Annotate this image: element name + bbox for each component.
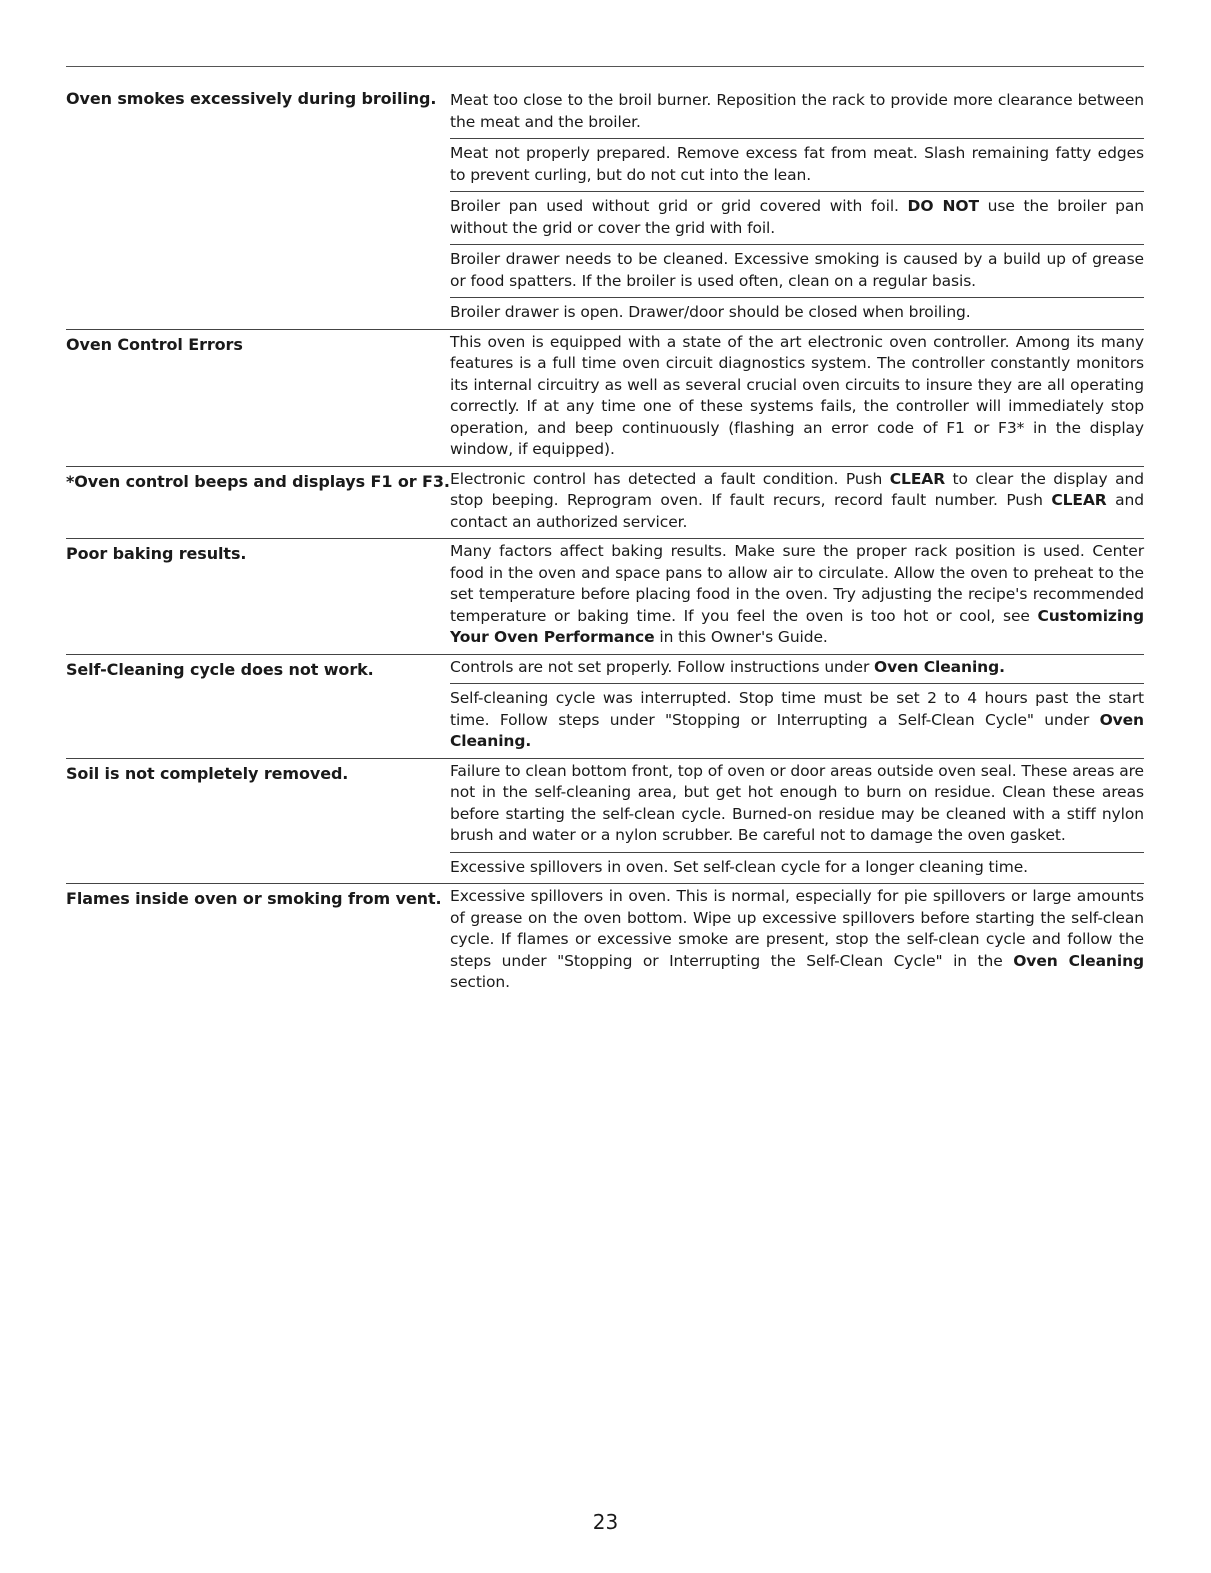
solution-text [450,683,1144,758]
text-segment: This oven is equipped with a state of the art electronic oven controller. Among its many features is a full time oven circuit diagnostics system. The controller constantly monitors its internal circuitry as well as several crucial oven circuits to insure they are all operating correctly. If at any time one of these systems fails, the controller will immediately stop operation, and beep continuously (flashing an error code of F1 or F3* in the display window, if equipped). [450,332,1144,458]
solution-text [450,539,1144,654]
problem-label: Oven smokes excessively during broiling. [66,89,437,108]
solution-list [450,759,1144,884]
text-segment: Excessive spillovers in oven. This is normal, especially for pie spillovers or large amounts of grease on the oven bottom. Wipe up excessive spillovers before starting the self-clean cycle. If flames or excessive smoke are present, stop the self-clean cycle and follow the steps under "Stopping or Interrupting the Self-Clean Cycle" in the [450,887,1144,970]
text-segment: Controls are not set properly. Follow instructions under [450,657,875,676]
solution-list [450,330,1144,466]
bold-term: Oven Cleaning. [450,710,1144,750]
problem-label: Flames inside oven or smoking from vent. [66,889,442,908]
solution-text [450,655,1144,684]
table-row [66,88,1144,329]
problem-label: Oven Control Errors [66,334,243,354]
text-segment: Broiler drawer is open. Drawer/door should be closed when broiling. [450,303,971,321]
table-row [66,883,1144,999]
problem-label: Poor baking results. [66,544,247,563]
text-segment: Meat too close to the broil burner. Reposition the rack to provide more clearance between the meat and the broiler. [450,91,1144,131]
text-segment: Many factors affect baking results. Make sure the proper rack position is used. Center food in the oven and space pans to allow air to circulate. Allow the oven to preheat to the set temperature before placing food in the oven. Try adjusting the recipe's recommended temperature or baking time. If you feel the oven is too hot or cool, see [450,542,1144,625]
solution-text [450,244,1144,297]
bold-term: Oven Cleaning [1013,951,1145,970]
text-segment: Electronic control has detected a fault condition. Push [450,469,890,488]
problem-label: Self-Cleaning cycle does not work. [66,659,374,679]
text-segment: Broiler pan used without grid or grid covered with foil. [450,197,908,215]
bold-term: Oven Cleaning. [874,657,1005,676]
table-row [66,466,1144,539]
table-row [66,538,1144,654]
text-segment: Broiler drawer needs to be cleaned. Excessive smoking is caused by a build up of grease or food spatters. If the broiler is used often, clean on a regular basis. [450,250,1144,290]
text-segment: Self-cleaning cycle was interrupted. Stop time must be set 2 to 4 hours past the start time. Follow steps under "Stopping or Interrupting a Self-Clean Cycle" under [450,689,1144,729]
text-segment: and contact an authorized servicer. [450,491,1144,531]
text-segment: section. [450,973,510,991]
table-row [66,654,1144,758]
text-segment: in this Owner's Guide. [654,628,828,646]
table-row [66,329,1144,466]
bold-term: CLEAR [889,469,946,488]
text-segment: use the broiler pan without the grid or cover the grid with foil. [450,197,1145,237]
table-row [66,758,1144,884]
solution-list [450,467,1144,539]
solution-list [450,88,1144,329]
solution-list [450,655,1144,758]
solution-text [450,330,1144,466]
solution-text [450,852,1144,884]
bold-term: CLEAR [1051,491,1107,509]
troubleshooting-table [66,88,1144,999]
bold-term: Customizing Your Oven Performance [450,606,1144,646]
problem-label: *Oven control beeps and displays F1 or F3. [66,471,450,491]
top-rule [66,66,1144,67]
solution-list [450,884,1144,999]
text-segment: Failure to clean bottom front, top of oven or door areas outside oven seal. These areas are not in the self-cleaning area, but get hot enough to burn on residue. Clean these areas before starting the self-clean cycle. Burned-on residue may be cleaned with a stiff nylon brush and water or a nylon scrubber. Be careful not to damage the oven gasket. [450,761,1144,844]
solution-text [450,884,1144,999]
problem-label: Soil is not completely removed. [66,763,349,783]
text-segment: Meat not properly prepared. Remove excess fat from meat. Slash remaining fatty edges to prevent curling, but do not cut into the lean. [450,144,1144,184]
solution-text [450,138,1144,191]
text-segment: to clear the display and stop beeping. Reprogram oven. If fault recurs, record fault number. Push [450,469,1144,509]
text-segment: Excessive spillovers in oven. Set self-clean cycle for a longer cleaning time. [450,857,1028,876]
bold-term: DO NOT [907,197,979,215]
solution-text [450,297,1144,329]
solution-text [450,191,1144,244]
solution-text [450,467,1144,539]
solution-list [450,539,1144,654]
page-number: 23 [592,1510,619,1534]
solution-text [450,88,1144,138]
solution-text [450,759,1144,852]
